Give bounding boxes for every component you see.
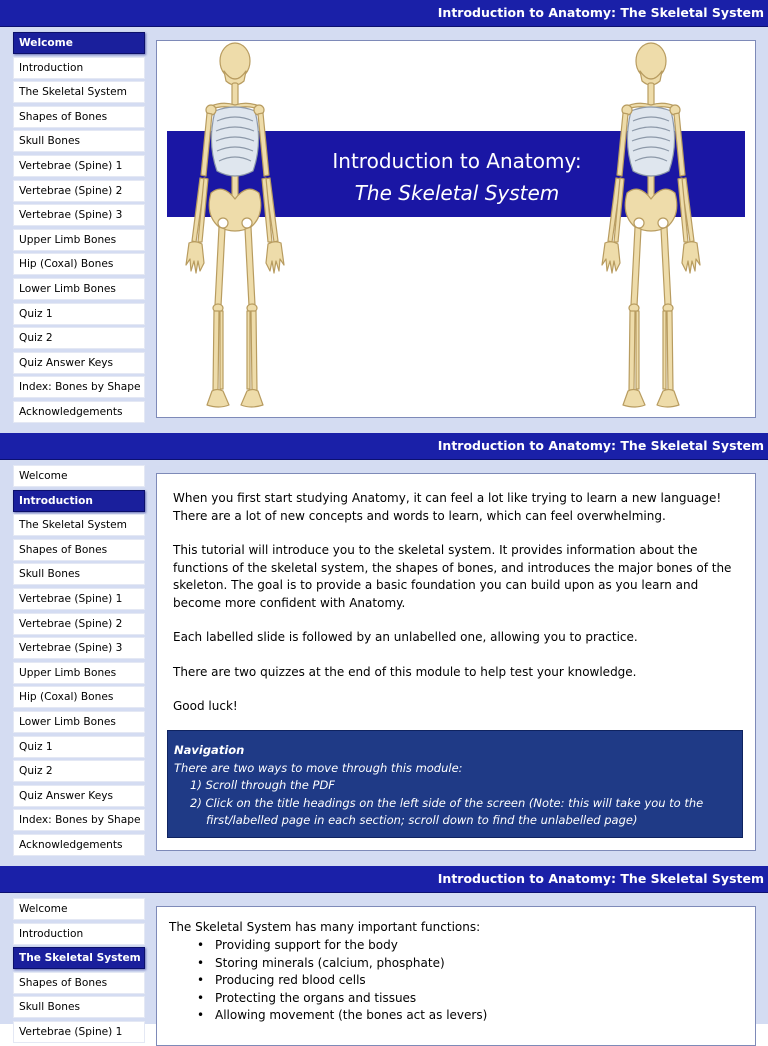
header-bar (0, 0, 768, 27)
nav-shapes-of-bones[interactable]: Shapes of Bones (13, 972, 145, 994)
skeleton-front-image (175, 43, 295, 415)
intro-paragraph: This tutorial will introduce you to the skeletal system. It provides information about the functions of the skeletal system, the shapes of bones, and introduces the major bones of the skeleton. The goal is to provide a basic foundation you can build upon as you learn and become more confident with Anatomy. (173, 543, 732, 610)
nav-introduction[interactable]: Introduction (13, 57, 145, 79)
nav-lower-limb[interactable]: Lower Limb Bones (13, 278, 145, 300)
intro-paragraph: When you first start studying Anatomy, it can feel a lot like trying to learn a new language! There are a lot of new concepts and words to learn, which can feel overwhelming. (173, 491, 722, 523)
list-item: • Producing red blood cells (197, 972, 487, 990)
nav-vertebrae-1[interactable]: Vertebrae (Spine) 1 (13, 155, 145, 177)
list-item: • Storing minerals (calcium, phosphate) (197, 955, 487, 973)
nav-quiz-1[interactable]: Quiz 1 (13, 736, 145, 758)
intro-paragraph: Good luck! (173, 699, 238, 713)
nav-acknowledgements[interactable]: Acknowledgements (13, 834, 145, 856)
navigation-heading: Navigation (174, 743, 245, 757)
nav-welcome[interactable]: Welcome (13, 32, 145, 54)
skeleton-back-image (581, 43, 721, 415)
nav-quiz-2[interactable]: Quiz 2 (13, 760, 145, 782)
nav-skeletal-system[interactable]: The Skeletal System (13, 81, 145, 103)
nav-index[interactable]: Index: Bones by Shape (13, 809, 145, 831)
header-bar (0, 433, 768, 460)
nav-quiz-2[interactable]: Quiz 2 (13, 327, 145, 349)
content-panel (156, 906, 756, 1046)
nav-skull-bones[interactable]: Skull Bones (13, 563, 145, 585)
header-title: Introduction to Anatomy: The Skeletal System (437, 5, 764, 20)
nav-hip-bones[interactable]: Hip (Coxal) Bones (13, 253, 145, 275)
list-item: • Allowing movement (the bones act as levers) (197, 1007, 487, 1025)
nav-skeletal-system[interactable]: The Skeletal System (13, 514, 145, 536)
nav-lower-limb[interactable]: Lower Limb Bones (13, 711, 145, 733)
nav-introduction[interactable]: Introduction (13, 490, 145, 512)
navigation-intro: There are two ways to move through this module: (174, 760, 463, 775)
title-line-1: Introduction to Anatomy: (332, 149, 582, 173)
nav-introduction[interactable]: Introduction (13, 923, 145, 945)
intro-paragraph: There are two quizzes at the end of this module to help test your knowledge. (173, 664, 637, 679)
slide-welcome (0, 0, 768, 433)
nav-welcome[interactable]: Welcome (13, 898, 145, 920)
nav-acknowledgements[interactable]: Acknowledgements (13, 401, 145, 423)
nav-quiz-answer-keys[interactable]: Quiz Answer Keys (13, 352, 145, 374)
content-panel (156, 40, 756, 418)
title-line-2: The Skeletal System (354, 181, 560, 205)
nav-vertebrae-3[interactable]: Vertebrae (Spine) 3 (13, 637, 145, 659)
nav-vertebrae-3[interactable]: Vertebrae (Spine) 3 (13, 204, 145, 226)
functions-list (197, 937, 487, 1025)
content-panel (156, 473, 756, 851)
navigation-item: 2) Click on the title headings on the left side of the screen (Note: this will take you to the (190, 795, 704, 810)
header-bar (0, 866, 768, 893)
nav-upper-limb[interactable]: Upper Limb Bones (13, 662, 145, 684)
nav-upper-limb[interactable]: Upper Limb Bones (13, 229, 145, 251)
nav-skeletal-system[interactable]: The Skeletal System (13, 947, 145, 969)
nav-vertebrae-1[interactable]: Vertebrae (Spine) 1 (13, 1021, 145, 1043)
nav-index[interactable]: Index: Bones by Shape (13, 376, 145, 398)
intro-text (173, 490, 743, 733)
nav-skull-bones[interactable]: Skull Bones (13, 130, 145, 152)
nav-vertebrae-2[interactable]: Vertebrae (Spine) 2 (13, 180, 145, 202)
nav-vertebrae-1[interactable]: Vertebrae (Spine) 1 (13, 588, 145, 610)
nav-shapes-of-bones[interactable]: Shapes of Bones (13, 106, 145, 128)
nav-vertebrae-2[interactable]: Vertebrae (Spine) 2 (13, 613, 145, 635)
intro-paragraph: Each labelled slide is followed by an unlabelled one, allowing you to practice. (173, 630, 638, 644)
list-item: • Protecting the organs and tissues (197, 990, 487, 1008)
navigation-item: first/labelled page in each section; scroll down to find the unlabelled page) (206, 813, 638, 827)
nav-quiz-1[interactable]: Quiz 1 (13, 303, 145, 325)
header-title: Introduction to Anatomy: The Skeletal System (437, 871, 764, 886)
navigation-box (167, 730, 743, 838)
list-item: • Providing support for the body (197, 937, 487, 955)
header-title: Introduction to Anatomy: The Skeletal System (437, 438, 764, 453)
nav-hip-bones[interactable]: Hip (Coxal) Bones (13, 686, 145, 708)
slide-skeletal-system (0, 866, 768, 1038)
slide-introduction (0, 433, 768, 866)
navigation-item: 1) Scroll through the PDF (190, 778, 335, 792)
nav-skull-bones[interactable]: Skull Bones (13, 996, 145, 1018)
nav-welcome[interactable]: Welcome (13, 465, 145, 487)
functions-intro: The Skeletal System has many important functions: (169, 920, 481, 934)
nav-shapes-of-bones[interactable]: Shapes of Bones (13, 539, 145, 561)
nav-quiz-answer-keys[interactable]: Quiz Answer Keys (13, 785, 145, 807)
